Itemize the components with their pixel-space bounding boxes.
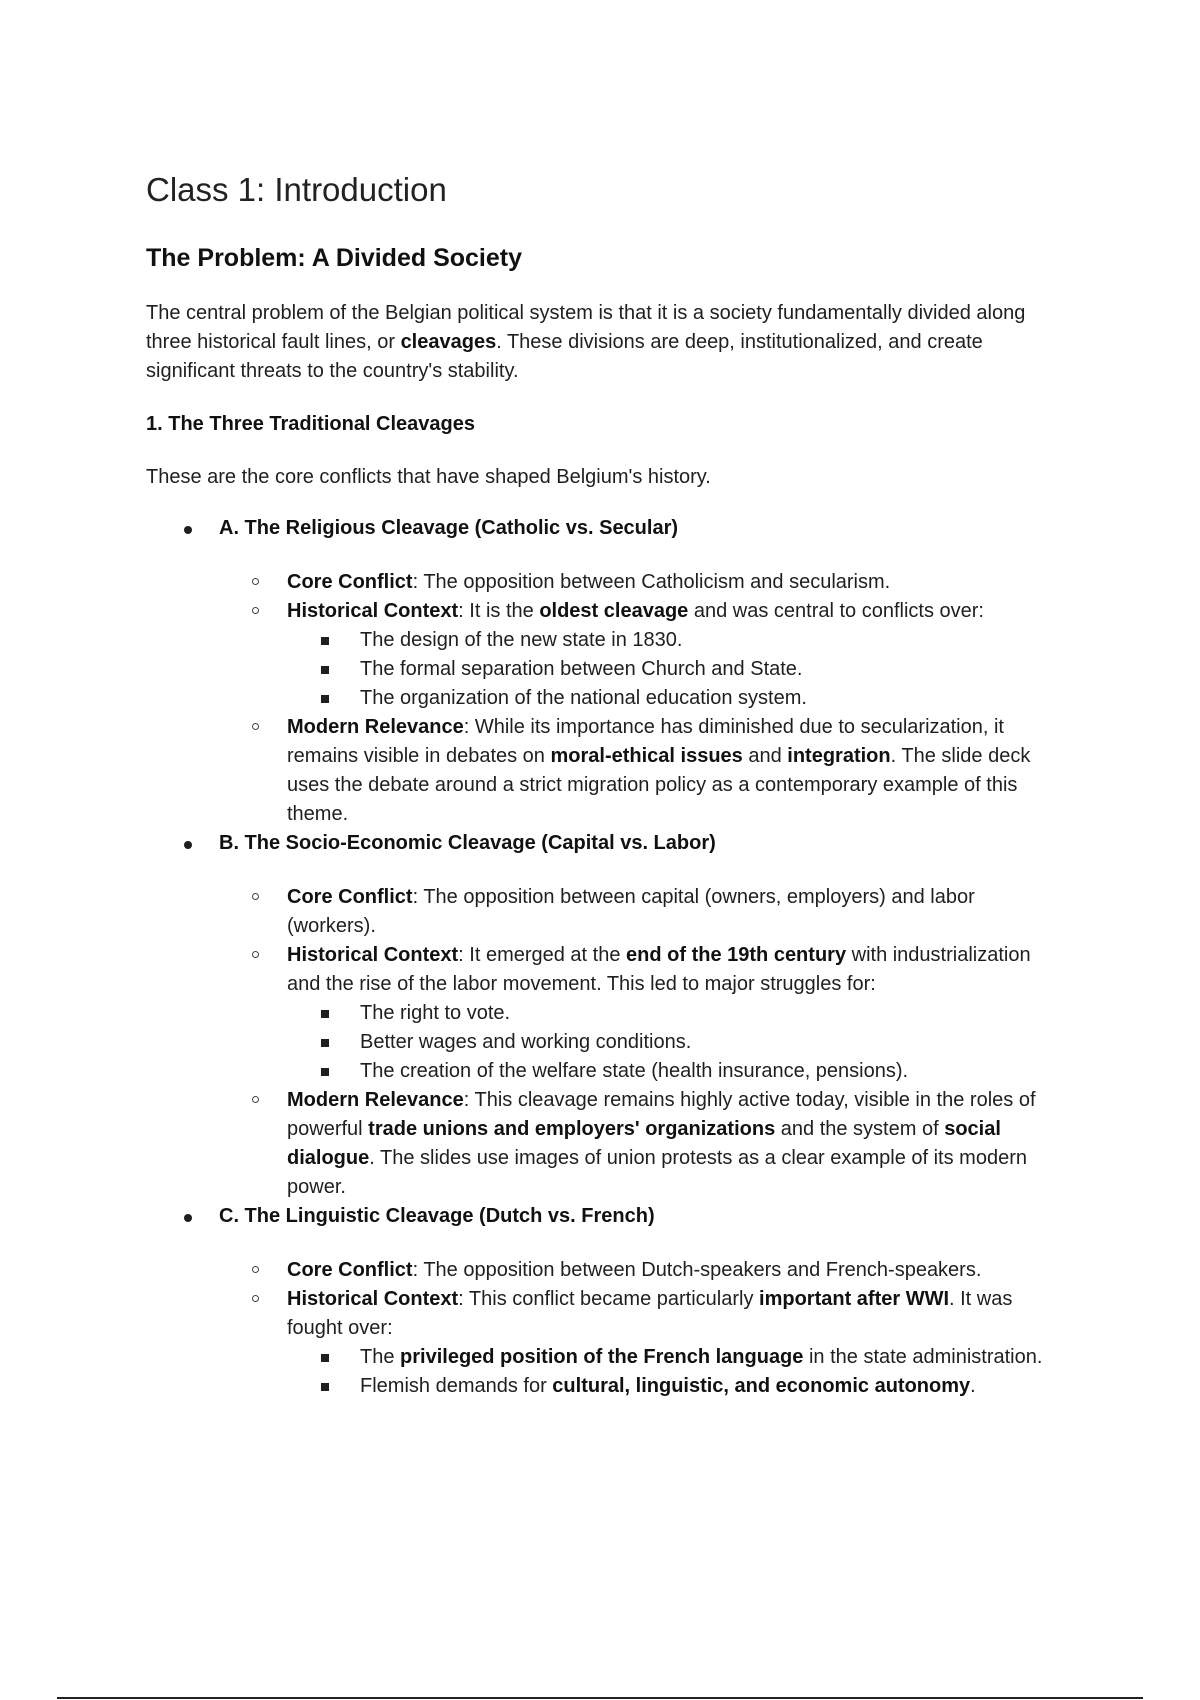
circle-bullet-icon	[252, 893, 259, 900]
list-item: The creation of the welfare state (health insurance, pensions).	[287, 1057, 1066, 1086]
list-item: Historical Context: This conflict became particularly important after WWI. It was fought over: The privileged position of the French language in the state administration. Flemish demands for cultural, linguistic, and economic autonomy.	[214, 1285, 1066, 1401]
circle-bullet-icon	[252, 1266, 259, 1273]
list-item: Historical Context: It emerged at the end of the 19th century with industrialization and the rise of the labor movement. This led to major struggles for: The right to vote. Better wages and working conditions. The creation of the welfare state (health insurance, pensions).	[214, 941, 1066, 1086]
list-item: Core Conflict: The opposition between capital (owners, employers) and labor (workers).	[214, 883, 1066, 941]
page-title: Class 1: Introduction	[146, 171, 447, 208]
bullet-icon	[184, 1214, 192, 1222]
point-list	[287, 1343, 1066, 1401]
circle-bullet-icon	[252, 607, 259, 614]
subsection-heading: 1. The Three Traditional Cleavages	[146, 413, 476, 435]
sub-list	[219, 1256, 1066, 1401]
page-divider	[57, 1697, 1143, 1699]
square-bullet-icon	[321, 637, 329, 645]
list-item: Core Conflict: The opposition between Catholicism and secularism.	[214, 568, 1066, 597]
cleavage-heading: B. The Socio-Economic Cleavage (Capital vs. Labor)	[219, 832, 716, 854]
point-list	[287, 626, 1066, 713]
list-item	[146, 829, 1066, 1202]
list-item: Modern Relevance: While its importance has diminished due to secularization, it remains visible in debates on moral-ethical issues and integration. The slide deck uses the debate around a strict migration policy as a contemporary example of this theme.	[214, 713, 1066, 829]
circle-bullet-icon	[252, 1096, 259, 1103]
square-bullet-icon	[321, 1039, 329, 1047]
list-item: The design of the new state in 1830.	[287, 626, 1066, 655]
list-item: The formal separation between Church and State.	[287, 655, 1066, 684]
square-bullet-icon	[321, 1354, 329, 1362]
list-item: The privileged position of the French language in the state administration.	[287, 1343, 1066, 1372]
square-bullet-icon	[321, 666, 329, 674]
list-item: Better wages and working conditions.	[287, 1028, 1066, 1057]
list-item: Core Conflict: The opposition between Dutch-speakers and French-speakers.	[214, 1256, 1066, 1285]
list-item	[146, 1202, 1066, 1401]
circle-bullet-icon	[252, 951, 259, 958]
square-bullet-icon	[321, 695, 329, 703]
list-item: Historical Context: It is the oldest cleavage and was central to conflicts over: The design of the new state in 1830. The formal separation between Church and State. The organization of the national education system.	[214, 597, 1066, 713]
list-item: Flemish demands for cultural, linguistic, and economic autonomy.	[287, 1372, 1066, 1401]
square-bullet-icon	[321, 1068, 329, 1076]
square-bullet-icon	[321, 1010, 329, 1018]
document-page	[146, 170, 1066, 1401]
cleavage-heading: C. The Linguistic Cleavage (Dutch vs. French)	[219, 1205, 655, 1227]
cleavage-list	[146, 514, 1066, 1401]
square-bullet-icon	[321, 1383, 329, 1391]
cleavage-heading: A. The Religious Cleavage (Catholic vs. Secular)	[219, 517, 679, 539]
section-heading: The Problem: A Divided Society	[146, 244, 523, 272]
sub-list	[219, 883, 1066, 1202]
intro-paragraph: The central problem of the Belgian political system is that it is a society fundamentally divided along three historical fault lines, or cleavages. These divisions are deep, institutionalized, and create significant threats to the country's stability.	[146, 302, 1026, 382]
list-item: The organization of the national education system.	[287, 684, 1066, 713]
circle-bullet-icon	[252, 723, 259, 730]
sub-list	[219, 568, 1066, 829]
subsection-lead: These are the core conflicts that have shaped Belgium's history.	[146, 466, 711, 488]
list-item: The right to vote.	[287, 999, 1066, 1028]
bullet-icon	[184, 841, 192, 849]
circle-bullet-icon	[252, 1295, 259, 1302]
circle-bullet-icon	[252, 578, 259, 585]
list-item: Modern Relevance: This cleavage remains highly active today, visible in the roles of powerful trade unions and employers' organizations and the system of social dialogue. The slides use images of union protests as a clear example of its modern power.	[214, 1086, 1066, 1202]
bullet-icon	[184, 526, 192, 534]
list-item	[146, 514, 1066, 829]
point-list	[287, 999, 1066, 1086]
